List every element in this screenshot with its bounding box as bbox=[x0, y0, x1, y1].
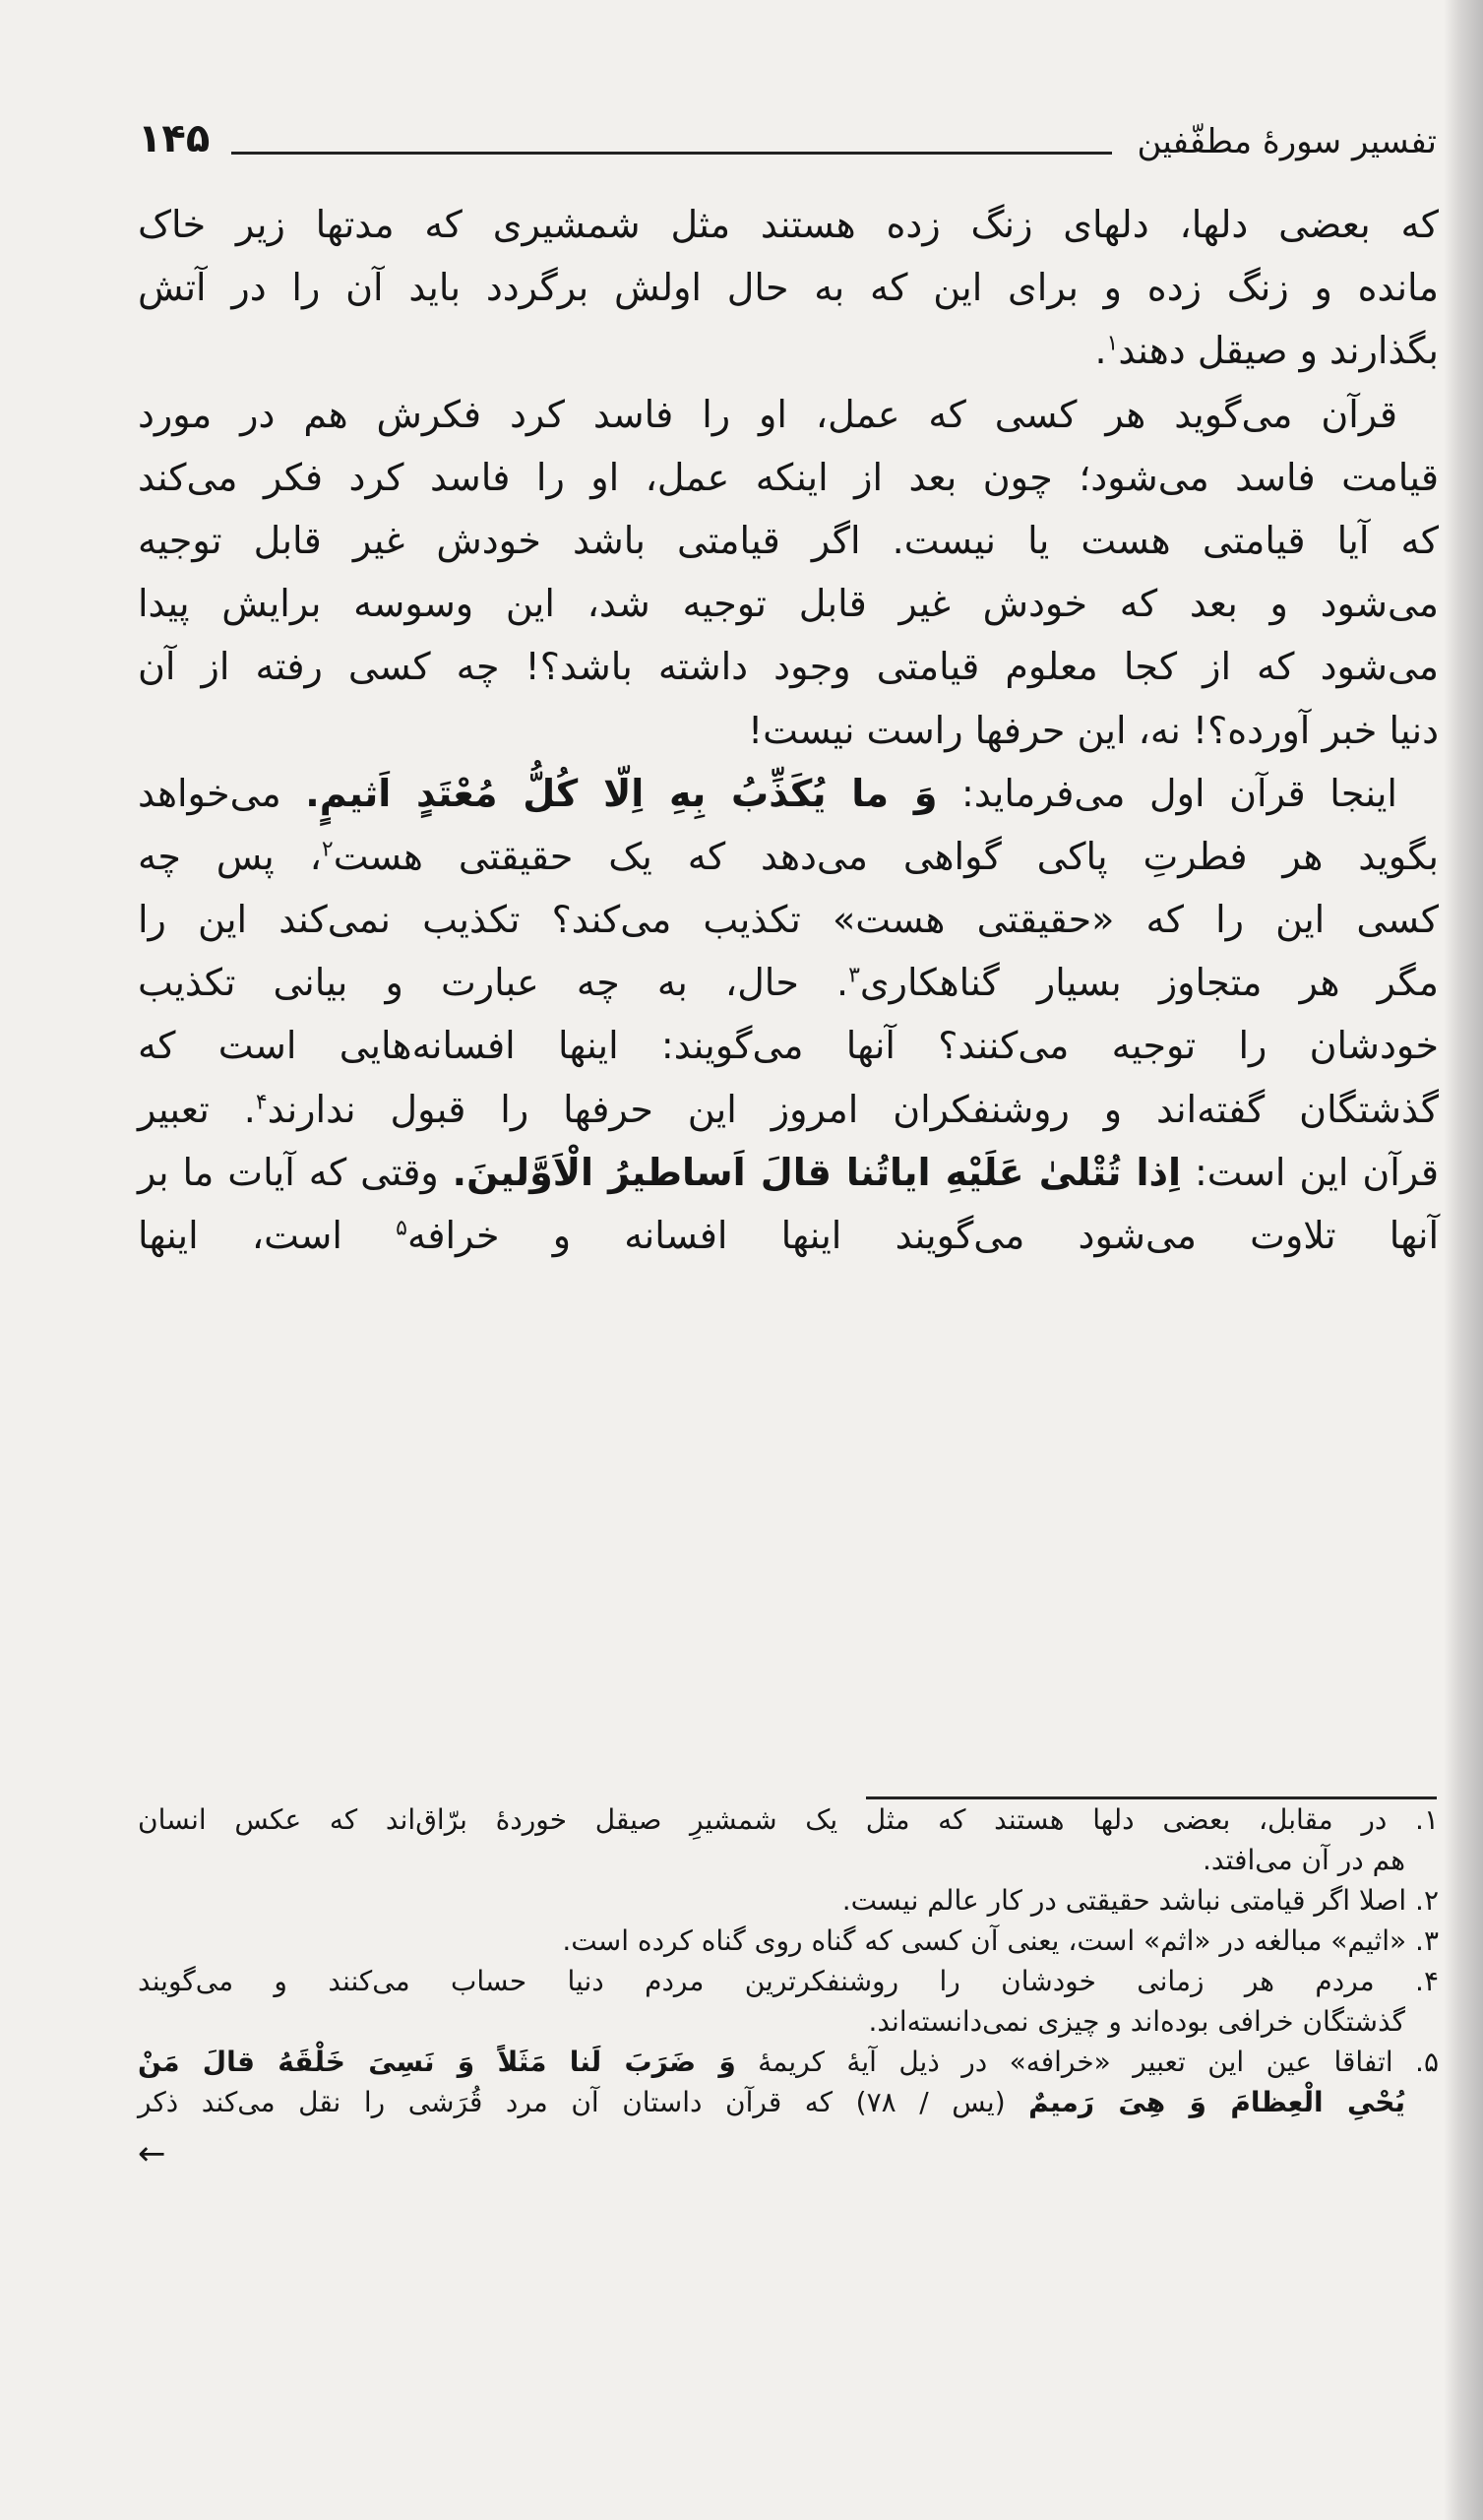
text-run: که آیا قیامتی هست یا نیست. اگر قیامتی باشد خودش غیر قابل توجیه bbox=[138, 518, 1439, 562]
text-run: می‌خواهد bbox=[138, 771, 306, 815]
text-run: ۳. «اثیم» مبالغه در «اثم» است، یعنی آن کسی که گناه روی گناه کرده است. bbox=[562, 1924, 1439, 1957]
text-run: ، پس چه bbox=[138, 834, 322, 878]
continue-arrow-icon: ← bbox=[138, 2134, 166, 2174]
text-run: هم در آن می‌افتد. bbox=[1203, 1844, 1405, 1876]
footnote-ref: ۵ bbox=[396, 1216, 407, 1241]
text-line bbox=[138, 319, 1439, 382]
text-run: دنیا خبر آورده؟! نه، این حرفها راست نیست! bbox=[747, 708, 1439, 752]
text-run: بگذارند و صیقل دهند bbox=[1118, 329, 1439, 373]
text-line bbox=[138, 509, 1439, 572]
text-line bbox=[138, 951, 1439, 1014]
text-run: . تعبیر bbox=[138, 1087, 256, 1131]
text-line bbox=[138, 193, 1439, 256]
footnotes bbox=[138, 1799, 1439, 2122]
text-line bbox=[138, 1014, 1439, 1077]
chapter-title: تفسیر سورهٔ مطفّفین bbox=[1137, 122, 1437, 161]
page-edge-shadow bbox=[1444, 0, 1483, 2520]
text-run: می‌شود که از کجا معلوم قیامتی وجود داشته باشد؟! چه کسی رفته از آن bbox=[138, 645, 1439, 689]
text-run: ۲. اصلا اگر قیامتی نباشد حقیقتی در کار عالم نیست. bbox=[841, 1884, 1439, 1917]
text-line bbox=[138, 256, 1439, 319]
footnote-line bbox=[138, 2042, 1439, 2082]
text-run: . حال، به چه عبارت و بیانی تکذیب bbox=[138, 961, 849, 1005]
text-line bbox=[138, 635, 1439, 698]
text-line bbox=[138, 1141, 1439, 1204]
footnote-line bbox=[138, 1880, 1439, 1921]
text-run: (یس / ۷۸) که قرآن داستان آن مرد قُرَشی را نقل می‌کند ذکر bbox=[138, 2086, 1029, 2118]
footnote-line bbox=[138, 1799, 1439, 1840]
footnote-ref: ۲ bbox=[321, 837, 334, 862]
page-number: ۱۴۵ bbox=[138, 116, 211, 161]
header-rule bbox=[231, 152, 1112, 155]
text-run: مانده و زنگ زده و برای این که به حال اولش برگردد باید آن را در آتش bbox=[138, 266, 1439, 310]
text-run: اینجا قرآن اول می‌فرماید: bbox=[937, 771, 1397, 815]
footnote-line bbox=[138, 1840, 1439, 1880]
text-run: که بعضی دلها، دلهای زنگ زده هستند مثل شمشیری که مدتها زیر خاک bbox=[138, 203, 1439, 246]
text-run: گذشتگان گفته‌اند و روشنفکران امروز این حرفها را قبول ندارند bbox=[267, 1087, 1439, 1131]
text-run: خودشان را توجیه می‌کنند؟ آنها می‌گویند: اینها افسانه‌هایی است که bbox=[138, 1024, 1439, 1068]
footnote-line bbox=[138, 1921, 1439, 1961]
text-line bbox=[138, 1078, 1439, 1141]
text-run: بگوید هر فطرتِ پاکی گواهی می‌دهد که یک حقیقتی هست bbox=[333, 834, 1439, 878]
quran-verse: یُحْیِ الْعِظامَ وَ هِیَ رَمیمٌ bbox=[1028, 2086, 1405, 2118]
footnote-line bbox=[138, 1961, 1439, 2001]
text-run: کسی این را که «حقیقتی هست» تکذیب می‌کند؟ تکذیب نمی‌کند این را bbox=[138, 898, 1439, 942]
footnote-ref: ۱ bbox=[1106, 331, 1119, 356]
footnote-ref: ۳ bbox=[848, 963, 860, 988]
text-line bbox=[138, 699, 1439, 762]
text-run: آنها تلاوت می‌شود می‌گویند اینها افسانه و خرافه bbox=[406, 1214, 1440, 1257]
text-run: قرآن می‌گوید هر کسی که عمل، او را فاسد کرد فکرش هم در مورد bbox=[138, 392, 1397, 436]
running-header bbox=[138, 116, 1437, 175]
text-run: قرآن این است: bbox=[1181, 1150, 1439, 1194]
footnote-ref: ۴ bbox=[255, 1089, 268, 1114]
text-run: قیامت فاسد می‌شود؛ چون بعد از اینکه عمل، او را فاسد کرد فکر می‌کند bbox=[138, 455, 1439, 499]
text-line bbox=[138, 888, 1439, 951]
text-line bbox=[138, 446, 1439, 509]
text-run: ۱. در مقابل، بعضی دلها هستند که مثل یک شمشیرِ صیقل خوردهٔ برّاق‌اند که عکس انسان bbox=[138, 1803, 1439, 1836]
text-run: مگر هر متجاوز بسیار گناهکاری bbox=[859, 961, 1439, 1005]
text-run: . bbox=[1094, 329, 1107, 373]
text-line bbox=[138, 825, 1439, 888]
main-text bbox=[138, 193, 1439, 1267]
text-run: است، اینها bbox=[138, 1214, 397, 1257]
text-line bbox=[138, 572, 1439, 635]
text-run: گذشتگان خرافی بوده‌اند و چیزی نمی‌دانسته‌اند. bbox=[868, 2005, 1405, 2038]
text-line bbox=[138, 383, 1439, 446]
quran-verse: وَ ضَرَبَ لَنا مَثَلاً وَ نَسِیَ خَلْقَهُ قالَ مَنْ bbox=[138, 2046, 736, 2078]
text-run: ۴. مردم هر زمانی خودشان را روشنفکرترین مردم دنیا حساب می‌کنند و می‌گویند bbox=[138, 1965, 1439, 1997]
text-run: ۵. اتفاقا عین این تعبیر «خرافه» در ذیل آیهٔ کریمهٔ bbox=[735, 2046, 1439, 2078]
text-run: می‌شود و بعد که خودش غیر قابل توجیه شد، این وسوسه برایش پیدا bbox=[138, 582, 1439, 626]
quran-verse: وَ ما یُکَذِّبُ بِهِ اِلّا کُلُّ مُعْتَدٍ اَثیمٍ. bbox=[305, 771, 938, 815]
text-line bbox=[138, 1204, 1439, 1267]
text-line bbox=[138, 762, 1439, 825]
quran-verse: اِذا تُتْلیٰ عَلَیْهِ ایاتُنا قالَ اَساطیرُ الْاَوَّلینَ. bbox=[452, 1150, 1182, 1194]
footnote-line bbox=[138, 2001, 1439, 2042]
footnote-line bbox=[138, 2082, 1439, 2122]
text-run: وقتی که آیات ما بر bbox=[138, 1150, 453, 1194]
